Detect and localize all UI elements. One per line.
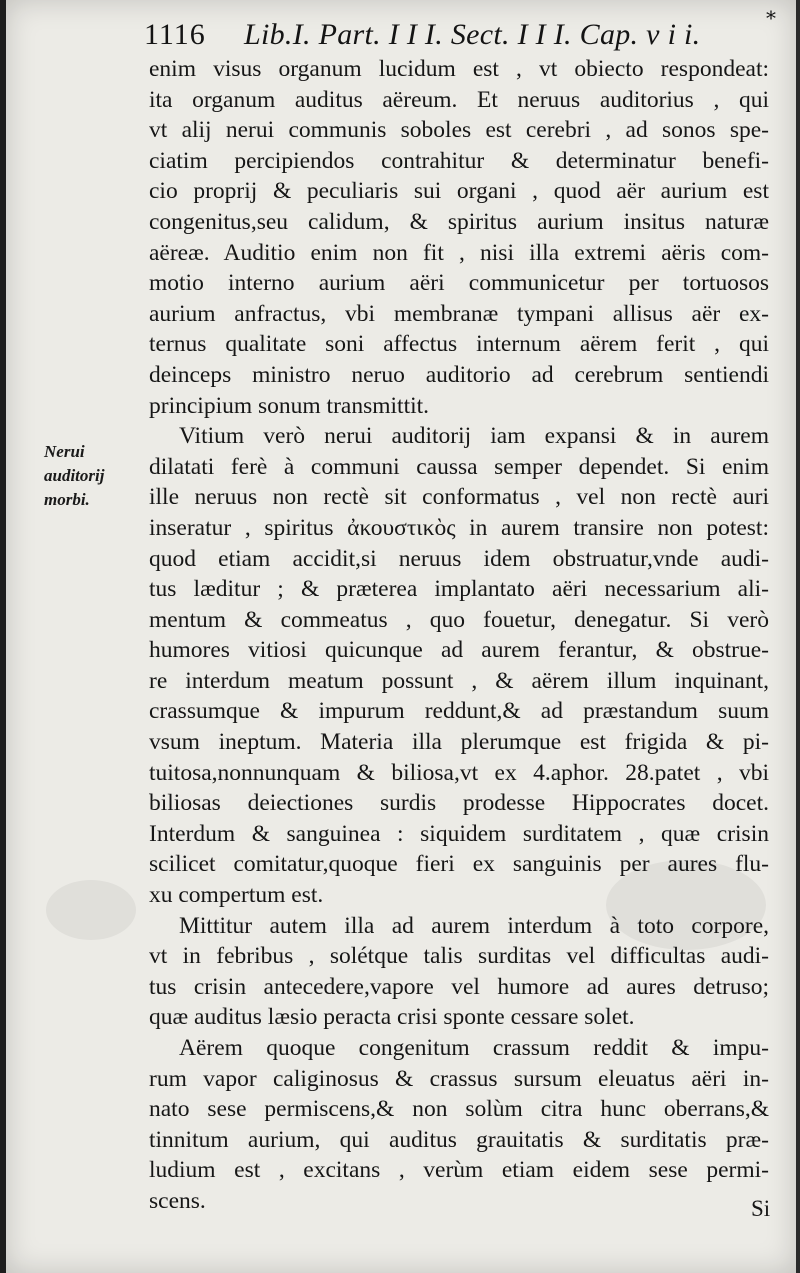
text-line: Vitium verò nerui auditorij iam expansi & in aurem <box>179 423 769 450</box>
text-line: crassumque & impurum reddunt,& ad præstandum suum <box>149 698 769 725</box>
text-line: motio interno aurium aëri communicetur per tortuosos <box>149 270 769 297</box>
paragraph <box>149 421 769 911</box>
text-line: tinnitum aurium, qui auditus grauitatis & surditatis præ- <box>149 1126 769 1153</box>
running-header <box>144 16 764 54</box>
paragraph <box>149 911 769 1033</box>
text-line: scens. <box>149 1187 206 1214</box>
marginal-note-line: auditorij <box>44 466 105 485</box>
text-line: biliosas deiectiones surdis prodesse Hippocrates docet. <box>149 790 769 817</box>
page-number: 1116 <box>144 18 206 51</box>
text-line: ludium est , excitans , verùm etiam eidem sese permi- <box>149 1157 769 1184</box>
signature-mark: * <box>766 6 776 30</box>
marginal-note-line: Nerui <box>44 442 85 461</box>
text-line: ille neruus non rectè sit conformatus , vel non rectè auri <box>149 484 769 511</box>
body-text <box>149 54 769 1217</box>
text-line: nato sese permiscens,& non solùm citra hunc oberrans,& <box>149 1096 769 1123</box>
paper-stain <box>46 880 136 940</box>
text-line: Aërem quoque congenitum crassum reddit & impu- <box>179 1035 769 1061</box>
catchword: Si <box>751 1196 771 1221</box>
text-line: rum vapor caliginosus & crassus sursum eleuatus aëri in- <box>149 1065 769 1092</box>
text-line: inseratur , spiritus ἀκουστικὸς in aurem transire non potest: <box>149 514 769 541</box>
text-line: quæ auditus læsio peracta crisi sponte cessare solet. <box>149 1004 635 1031</box>
text-line: tuitosa,nonnunquam & biliosa,vt ex 4.aphor. 28.patet , vbi <box>149 759 769 786</box>
text-line: Interdum & sanguinea : siquidem surditatem , quæ crisin <box>149 820 769 847</box>
text-line: enim visus organum lucidum est , vt obiecto respondeat: <box>149 56 769 82</box>
paragraph <box>149 54 769 421</box>
text-line: humores vitiosi quicunque ad aurem ferantur, & obstrue- <box>149 637 769 664</box>
text-line: xu compertum est. <box>149 882 324 909</box>
text-line: cio proprij & peculiaris sui organi , quod aër aurium est <box>149 178 769 205</box>
text-line: scilicet comitatur,quoque fieri ex sanguinis per aures flu- <box>149 851 769 878</box>
running-title: Lib.I. Part. I I I. Sect. I I I. Cap. v i i. <box>244 18 701 51</box>
text-line: aëreæ. Auditio enim non fit , nisi illa extremi aëris com- <box>149 239 769 266</box>
text-line: mentum & commeatus , quo fouetur, denegatur. Si verò <box>149 606 769 633</box>
marginal-note-line: morbi. <box>44 490 90 509</box>
text-line: vsum ineptum. Materia illa plerumque est frigida & pi- <box>149 729 769 756</box>
text-line: ternus qualitate soni affectus internum aërem ferit , qui <box>149 331 769 358</box>
text-line: quod etiam accidit,si neruus idem obstruatur,vnde audi- <box>149 545 769 572</box>
book-page <box>6 0 796 1273</box>
marginal-note <box>44 440 134 512</box>
paragraph <box>149 1033 769 1217</box>
text-line: tus læditur ; & præterea implantato aëri necessarium ali- <box>149 576 769 603</box>
text-line: re interdum meatum possunt , & aërem illum inquinant, <box>149 667 769 694</box>
text-line: vt in febribus , solétque talis surditas vel difficultas audi- <box>149 943 769 970</box>
text-line: dilatati ferè à communi caussa semper dependet. Si enim <box>149 453 769 480</box>
text-line: aurium anfractus, vbi membranæ tympani allisus aër ex- <box>149 300 769 327</box>
text-line: congenitus,seu calidum, & spiritus aurium insitus naturæ <box>149 208 769 235</box>
text-line: Mittitur autem illa ad aurem interdum à toto corpore, <box>179 912 769 939</box>
text-line: ciatim percipiendos contrahitur & determinatur benefi- <box>149 147 769 174</box>
text-line: principium sonum transmittit. <box>149 392 430 419</box>
text-line: deinceps ministro neruo auditorio ad cerebrum sentiendi <box>149 361 769 388</box>
text-line: vt alij nerui communis soboles est cerebri , ad sonos spe- <box>149 117 769 144</box>
text-line: ita organum auditus aëreum. Et neruus auditorius , qui <box>149 86 769 113</box>
text-line: tus crisin antecedere,vapore vel humore ad aures detruso; <box>149 973 769 1000</box>
